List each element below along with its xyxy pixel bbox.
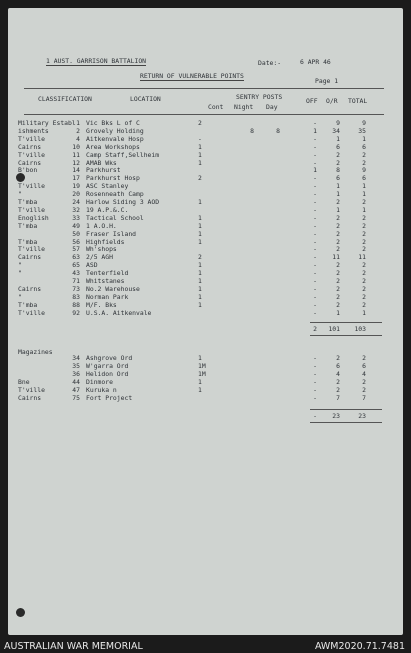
row-cls: Military Establ xyxy=(18,119,76,127)
row-off: - xyxy=(313,142,317,151)
row-no: 12 xyxy=(72,158,80,167)
row-loc: 19 A.P.&.C. xyxy=(86,205,129,214)
row-cls: Cairns xyxy=(18,253,42,262)
row-or: 1 xyxy=(336,190,340,199)
row-off: - xyxy=(313,134,317,143)
row-total: 2 xyxy=(362,277,366,285)
row-no: 50 xyxy=(72,229,80,238)
row-or: 2 xyxy=(336,150,340,159)
row-cls: T'ville xyxy=(18,245,45,254)
row-off: - xyxy=(313,150,317,159)
row-loc: Harlow Siding 3 AOD xyxy=(86,198,160,206)
row-no: 65 xyxy=(72,261,80,270)
battalion-name: 1 AUST. GARRISON BATTALION xyxy=(46,57,147,65)
row-total: 2 xyxy=(362,269,366,278)
row-total: 2 xyxy=(362,237,366,246)
row-no: 4 xyxy=(76,134,80,143)
row-cont: 1M xyxy=(198,369,206,378)
row-total: 2 xyxy=(362,245,366,254)
row-or: 1 xyxy=(336,205,340,214)
row-loc: Kuruka n xyxy=(86,385,117,394)
row-loc: Grovely Holding xyxy=(86,126,144,135)
row-total: 2 xyxy=(362,213,366,222)
row-night: 8 xyxy=(250,126,254,135)
row-cont: - xyxy=(198,134,202,143)
col-or: O/R xyxy=(326,97,338,105)
row-cls: " xyxy=(18,269,22,278)
row-or: 1 xyxy=(336,182,340,191)
row-or: 2 xyxy=(336,377,340,386)
row-no: 2 xyxy=(76,126,80,135)
row-loc: Wh'shops xyxy=(86,245,117,254)
punch-hole xyxy=(16,608,25,617)
row-loc: Tactical School xyxy=(86,213,144,222)
row-day: 8 xyxy=(276,126,280,135)
col-total: TOTAL xyxy=(348,97,368,105)
row-no: 33 xyxy=(72,213,80,222)
row-or: 2 xyxy=(336,221,340,230)
row-off: - xyxy=(313,393,317,402)
row-or: 1 xyxy=(336,308,340,317)
row-cont: 1 xyxy=(198,229,202,238)
row-or: 2 xyxy=(336,158,340,167)
row-total: 9 xyxy=(362,166,366,175)
row-cont: 2 xyxy=(198,253,202,262)
row-off: - xyxy=(313,354,317,362)
row-or: 2 xyxy=(336,269,340,278)
row-no: 71 xyxy=(72,277,80,285)
row-off: - xyxy=(313,221,317,230)
row-loc: No.2 Warehouse xyxy=(86,284,140,293)
row-no: 73 xyxy=(72,284,80,293)
row-total: 2 xyxy=(362,198,366,206)
row-no: 57 xyxy=(72,245,80,254)
row-or: 8 xyxy=(336,166,340,175)
row-no: 11 xyxy=(72,150,80,159)
row-loc: W'garra Ord xyxy=(86,361,129,370)
row-cont: 1 xyxy=(198,269,202,278)
row-off: - xyxy=(313,213,317,222)
row-or: 2 xyxy=(336,385,340,394)
row-loc: Rosenneath Camp xyxy=(86,190,144,199)
date-stamp: 6 APR 46 xyxy=(300,58,331,66)
row-loc: Dinmore xyxy=(86,377,113,386)
row-loc: Whitstanes xyxy=(86,277,125,285)
row-off: - xyxy=(313,158,317,167)
magazines-label: Magazines xyxy=(18,348,53,356)
total-rule xyxy=(310,335,382,336)
row-or: 4 xyxy=(336,369,340,378)
row-cls: " xyxy=(18,190,22,199)
row-loc: M/F. Bks xyxy=(86,300,117,309)
row-off: - xyxy=(313,182,317,191)
row-loc: Fraser Island xyxy=(86,229,137,238)
row-total: 2 xyxy=(362,158,366,167)
row-total: 2 xyxy=(362,261,366,270)
row-total: 1 xyxy=(362,182,366,191)
row-no: 1 xyxy=(76,119,80,127)
row-cont: 1 xyxy=(198,237,202,246)
row-cls: T'ville xyxy=(18,134,45,143)
total-rule xyxy=(310,322,382,323)
row-loc: Vic Bks L of C xyxy=(86,119,140,127)
row-total: 2 xyxy=(362,354,366,362)
footer-archive: AUSTRALIAN WAR MEMORIAL xyxy=(4,641,143,652)
row-cls: T'mba xyxy=(18,221,38,230)
row-loc: 1 A.O.H. xyxy=(86,221,117,230)
row-or: 2 xyxy=(336,261,340,270)
col-night: Night xyxy=(234,103,254,111)
row-loc: U.S.A. Aitkenvale xyxy=(86,308,152,317)
row-cls: T'mba xyxy=(18,300,38,309)
row-total: 2 xyxy=(362,284,366,293)
row-cont: 1 xyxy=(198,198,202,206)
row-no: 20 xyxy=(72,190,80,199)
row-cont: 2 xyxy=(198,119,202,127)
row-off: 1 xyxy=(313,166,317,175)
row-total: 6 xyxy=(362,142,366,151)
row-total: 2 xyxy=(362,292,366,301)
row-off: - xyxy=(313,261,317,270)
row-loc: Norman Park xyxy=(86,292,129,301)
row-or: 1 xyxy=(336,134,340,143)
row-off: - xyxy=(313,377,317,386)
row-loc: Aitkenvale Hosp xyxy=(86,134,144,143)
row-no: 14 xyxy=(72,166,80,175)
row-no: 43 xyxy=(72,269,80,278)
row-loc: Fort Project xyxy=(86,393,133,402)
row-cls: T'ville xyxy=(18,205,45,214)
col-cont: Cont xyxy=(208,103,224,111)
row-or: 2 xyxy=(336,245,340,254)
row-or: 2 xyxy=(336,229,340,238)
row-cont: 1 xyxy=(198,277,202,285)
row-no: 83 xyxy=(72,292,80,301)
header-rule xyxy=(24,114,384,115)
row-total: 2 xyxy=(362,377,366,386)
row-off: - xyxy=(313,119,317,127)
magazines-total-total: 23 xyxy=(358,412,366,420)
row-cls: " xyxy=(18,292,22,301)
row-cls: Bne xyxy=(18,377,30,386)
row-no: 49 xyxy=(72,221,80,230)
row-cls: T'ville xyxy=(18,308,45,317)
row-total: 2 xyxy=(362,385,366,394)
row-cont: 1 xyxy=(198,261,202,270)
row-off: - xyxy=(313,237,317,246)
row-cls: " xyxy=(18,261,22,270)
row-off: - xyxy=(313,198,317,206)
row-no: 35 xyxy=(72,361,80,370)
row-cls: T'mba xyxy=(18,198,38,206)
col-classification: CLASSIFICATION xyxy=(38,95,92,103)
row-cls: T'mba xyxy=(18,237,38,246)
row-no: 63 xyxy=(72,253,80,262)
col-day: Day xyxy=(266,103,278,111)
row-loc: Tenterfield xyxy=(86,269,129,278)
row-cont: 1M xyxy=(198,361,206,370)
total-or: 101 xyxy=(328,325,340,333)
row-off: - xyxy=(313,277,317,285)
row-loc: ASD xyxy=(86,261,98,270)
row-off: - xyxy=(313,229,317,238)
row-loc: Camp Staff,Sellheim xyxy=(86,150,160,159)
row-cont: 1 xyxy=(198,150,202,159)
col-off: OFF xyxy=(306,97,318,105)
row-total: 2 xyxy=(362,229,366,238)
row-off: - xyxy=(313,190,317,199)
row-loc: Helidon Ord xyxy=(86,369,129,378)
row-no: 24 xyxy=(72,198,80,206)
row-off: - xyxy=(313,253,317,262)
row-or: 2 xyxy=(336,277,340,285)
row-loc: Parkhurst Hosp xyxy=(86,174,140,183)
row-cont: 2 xyxy=(198,174,202,183)
row-or: 9 xyxy=(336,119,340,127)
row-off: - xyxy=(313,308,317,317)
row-no: 10 xyxy=(72,142,80,151)
header-rule xyxy=(24,88,384,89)
row-no: 36 xyxy=(72,369,80,378)
row-cls: Enoglish xyxy=(18,213,49,222)
page-number: Page 1 xyxy=(315,77,339,85)
row-or: 2 xyxy=(336,354,340,362)
row-loc: ASC Stanley xyxy=(86,182,129,191)
total-off: 2 xyxy=(313,325,317,333)
row-off: - xyxy=(313,292,317,301)
row-loc: AMAB Wks xyxy=(86,158,117,167)
magazines-total-or: 23 xyxy=(332,412,340,420)
row-no: 32 xyxy=(72,205,80,214)
row-total: 2 xyxy=(362,221,366,230)
row-cont: 1 xyxy=(198,377,202,386)
row-cont: 1 xyxy=(198,292,202,301)
row-total: 2 xyxy=(362,300,366,309)
row-cont: 1 xyxy=(198,284,202,293)
row-cls: T'ville xyxy=(18,385,45,394)
row-total: 1 xyxy=(362,134,366,143)
row-total: 6 xyxy=(362,361,366,370)
row-no: 19 xyxy=(72,182,80,191)
row-cont: 1 xyxy=(198,158,202,167)
row-off: - xyxy=(313,174,317,183)
col-location: LOCATION xyxy=(130,95,161,103)
document-sheet xyxy=(8,8,403,635)
row-cont: 1 xyxy=(198,354,202,362)
row-cls: Cairns xyxy=(18,142,42,151)
row-cls: Cairns xyxy=(18,393,42,402)
row-off: - xyxy=(313,205,317,214)
row-off: - xyxy=(313,369,317,378)
row-cont: 1 xyxy=(198,213,202,222)
row-cont: 1 xyxy=(198,221,202,230)
total-rule xyxy=(310,409,382,410)
return-title: RETURN OF VULNERABLE POINTS xyxy=(140,72,244,80)
row-cont: 1 xyxy=(198,385,202,394)
row-total: 1 xyxy=(362,308,366,317)
row-cls: T'ville xyxy=(18,182,45,191)
row-cls: Cairns xyxy=(18,158,42,167)
row-off: - xyxy=(313,284,317,293)
footer-accession: AWM2020.71.7481 xyxy=(314,641,405,652)
row-or: 6 xyxy=(336,174,340,183)
row-loc: 2/5 AGH xyxy=(86,253,113,262)
total-total: 103 xyxy=(354,325,366,333)
row-or: 2 xyxy=(336,292,340,301)
row-cls: Cairns xyxy=(18,284,42,293)
row-cls: ishments xyxy=(18,126,49,135)
row-no: 56 xyxy=(72,237,80,246)
row-no: 88 xyxy=(72,300,80,309)
row-or: 2 xyxy=(336,198,340,206)
row-off: - xyxy=(313,385,317,394)
row-loc: Ashgrove Ord xyxy=(86,354,133,362)
row-cont: 1 xyxy=(198,142,202,151)
row-no: 47 xyxy=(72,385,80,394)
row-off: - xyxy=(313,245,317,254)
row-cls: B'bon xyxy=(18,166,38,175)
row-or: 2 xyxy=(336,213,340,222)
row-or: 2 xyxy=(336,237,340,246)
row-total: 2 xyxy=(362,150,366,159)
row-or: 7 xyxy=(336,393,340,402)
row-total: 35 xyxy=(358,126,366,135)
row-or: 2 xyxy=(336,284,340,293)
row-off: - xyxy=(313,300,317,309)
row-off: - xyxy=(313,361,317,370)
row-off: - xyxy=(313,269,317,278)
row-or: 2 xyxy=(336,300,340,309)
row-or: 11 xyxy=(332,253,340,262)
row-no: 44 xyxy=(72,377,80,386)
row-total: 1 xyxy=(362,205,366,214)
row-total: 6 xyxy=(362,174,366,183)
total-rule xyxy=(310,422,382,423)
date-label: Date:- xyxy=(258,59,282,67)
row-or: 6 xyxy=(336,361,340,370)
row-loc: Highfields xyxy=(86,237,125,246)
row-no: 75 xyxy=(72,393,80,402)
row-or: 34 xyxy=(332,126,340,135)
col-sentry-posts: SENTRY POSTS xyxy=(236,93,283,101)
row-total: 9 xyxy=(362,119,366,127)
row-total: 1 xyxy=(362,190,366,199)
row-loc: Area Workshops xyxy=(86,142,140,151)
magazines-total-off: - xyxy=(313,412,317,420)
row-total: 11 xyxy=(358,253,366,262)
row-total: 7 xyxy=(362,393,366,402)
row-cls: T'ville xyxy=(18,150,45,159)
row-cont: 1 xyxy=(198,300,202,309)
row-loc: Parkhurst xyxy=(86,166,121,175)
row-no: 17 xyxy=(72,174,80,183)
row-total: 4 xyxy=(362,369,366,378)
row-or: 6 xyxy=(336,142,340,151)
row-no: 34 xyxy=(72,354,80,362)
row-off: 1 xyxy=(313,126,317,135)
row-no: 92 xyxy=(72,308,80,317)
